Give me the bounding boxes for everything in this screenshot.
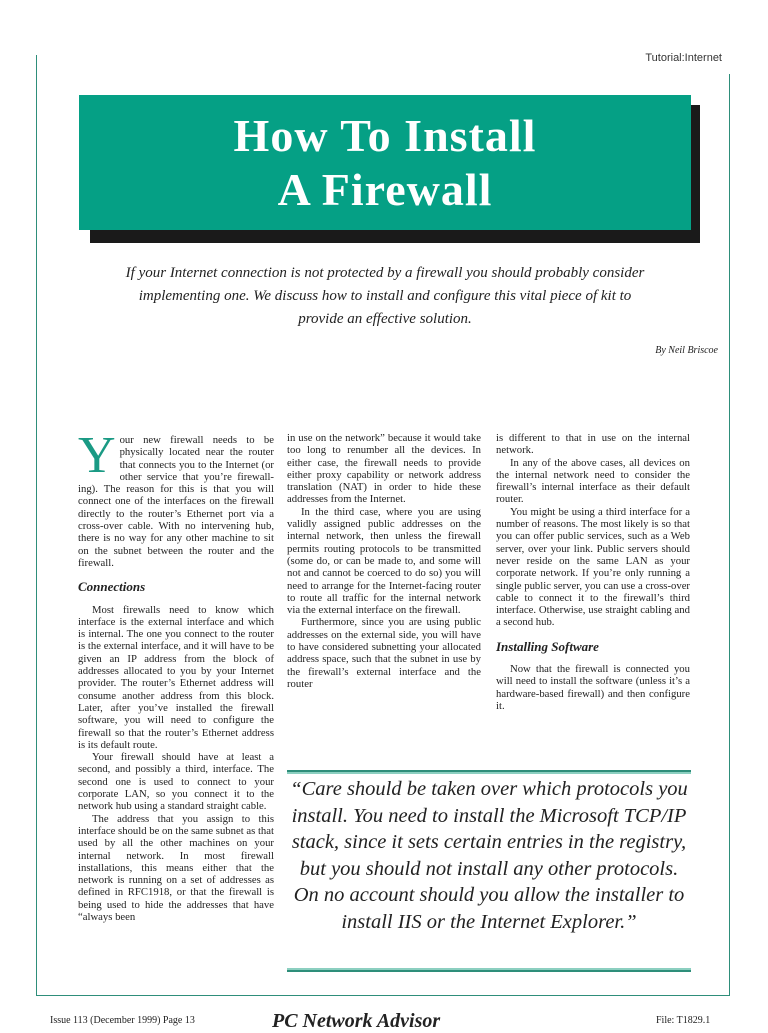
- section-tag: Tutorial:Internet: [645, 52, 722, 64]
- footer-magazine-name: PC Network Advisor: [272, 1010, 441, 1032]
- paragraph: [78, 427, 274, 569]
- heading-connections: Connections: [78, 579, 146, 595]
- footer-rule: [36, 995, 730, 996]
- paragraph: Most firewalls need to know which interface is the external interface and which is internal. The one you connect to the router is the external interface, and it will have to be given an IP address from the block of addresses allocated to you by your Internet provider. The router’s Ethernet address will consume another address from this block. Later, after you’ve installed the firewall software, you will need to configure the firewall so that the router’s Ethernet address is its default route.: [78, 603, 274, 751]
- drop-cap: Y: [78, 427, 116, 484]
- pull-quote-bottom-rule: [287, 968, 691, 972]
- paragraph: In the third case, where you are using validly assigned public addresses on the internal network, then unless the firewall permits routing protocols to be transmitted (some do, or can be made to, and some will not and cannot be coerced to do so) you will need to arrange for the Internet-facing router to route all traffic for the internal network via the external interface on the firewall.: [287, 505, 481, 617]
- title-line-2: A Firewall: [277, 163, 493, 215]
- paragraph: In any of the above cases, all devices on the internal network need to consider the firewall’s internal interface as their default router.: [496, 456, 690, 506]
- paragraph: You might be using a third interface for a number of reasons. The most likely is so that you can offer public services, such as a Web server, over your link. Public servers should never reside on the same LAN as your corporate network. If you’re only running a single public server, you can use a cross-over cable to connect it to the firewall’s third interface. Otherwise, use straight cabling and a second hub.: [496, 505, 690, 629]
- paragraph: Your firewall should have at least a second, and possibly a third, interface. The second one is used to connect to your corporate LAN, so you connect it to the network hub using a standard straight cable.: [78, 751, 274, 813]
- right-margin-rule: [729, 74, 730, 995]
- paragraph: Now that the firewall is connected you will need to install the software (unless it’s a hardware-based firewall) and then configure it.: [496, 663, 690, 712]
- title-line-1: How To Install: [233, 109, 537, 161]
- standfirst: If your Internet connection is not protected by a firewall you should probably consider implementing one. We discuss how to install and configure this vital piece of kit to provide an effective solution.: [125, 265, 645, 327]
- left-margin-rule: [36, 55, 37, 995]
- byline: By Neil Briscoe: [655, 345, 718, 356]
- article-column-1: [78, 427, 274, 923]
- paragraph: in use on the network” because it would take too long to renumber all the devices. In either case, the firewall needs to provide either proxy capability or network address translation (NAT) in order to hide these addresses from the Internet.: [287, 432, 481, 506]
- footer-file-ref: File: T1829.1: [656, 1015, 711, 1026]
- paragraph: Furthermore, since you are using public addresses on the external side, you will have to have considered subnetting your allocated address space, such that the subnet in use by the firewall’s external interface and the router: [287, 616, 481, 690]
- paragraph-text: our new firewall needs to be physically located near the router that connects you to the Internet (or other service that you’re firewall-ing). The reason for this is that you will connect one of the interfaces on the firewall directly to the router’s Ethernet port via a cross-over cable. With no intervening hub, there is no way for any other machine to sit on the subnet between the router and the firewall.: [78, 434, 274, 569]
- pull-quote: “Care should be taken over which protocols you install. You need to install the Microsoft TCP/IP stack, since it sets certain entries in the registry, but you should not install any other protocols. On no account should you allow the installer to install IIS or the Internet Explorer.”: [290, 778, 688, 933]
- heading-installing-software: Installing Software: [496, 638, 599, 654]
- article-column-3: [496, 432, 690, 712]
- article-column-2: [287, 432, 481, 690]
- footer-issue: Issue 113 (December 1999) Page 13: [50, 1015, 195, 1026]
- paragraph: is different to that in use on the internal network.: [496, 432, 690, 457]
- pull-quote-top-rule: [287, 770, 691, 774]
- title-box: [79, 95, 691, 230]
- paragraph: The address that you assign to this interface should be on the same subnet as that used by all the other machines on your internal network. In most firewall installations, this means either that the network is running on a set of addresses as defined in RFC1918, or that the firewall is being used to hide the addresses that have “always been: [78, 812, 274, 923]
